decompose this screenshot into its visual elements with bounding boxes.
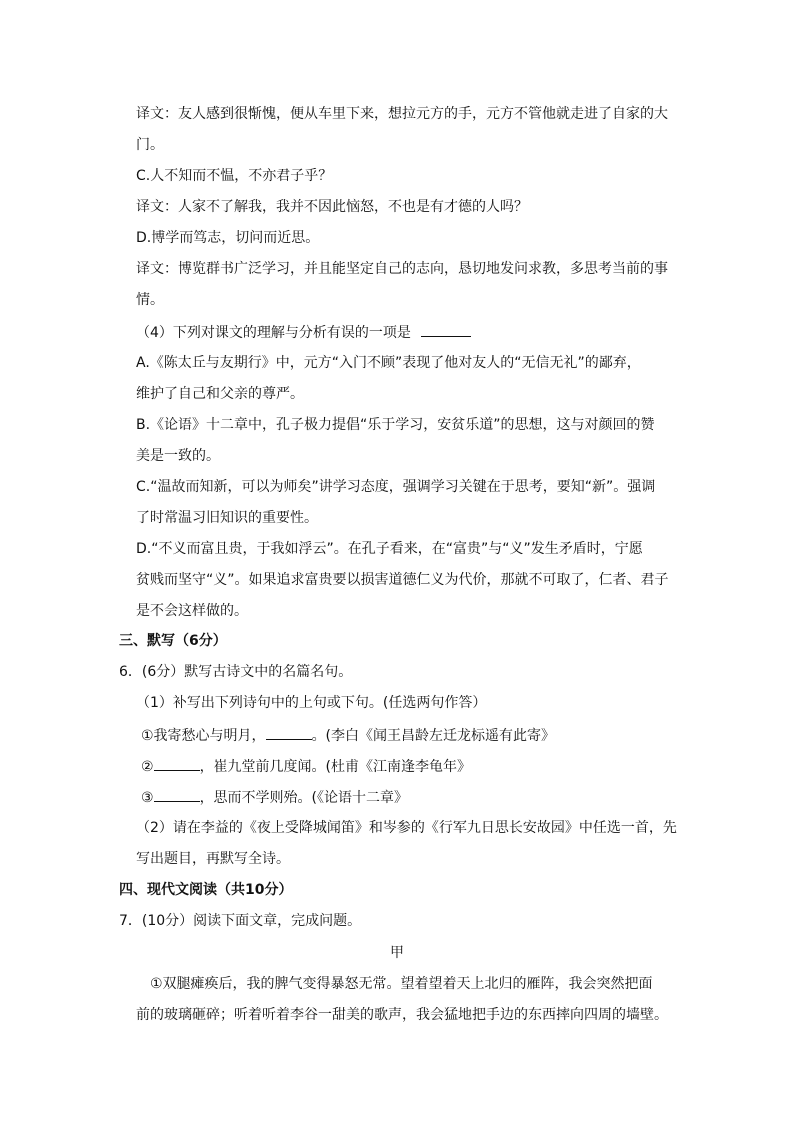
question-6-stem: 6．(6分）默写古诗文中的名篇名句。 <box>119 664 353 680</box>
q6-item-1 <box>141 725 555 746</box>
q4-option-d-line-1: D.“不义而富且贵，于我如浮云”。在孔子看来，在“富贵”与“义”发生矛盾时，宁愿 <box>136 541 643 557</box>
q6-item-2-prefix: ② <box>141 759 154 775</box>
q4-option-d-line-3: 是不会这样做的。 <box>136 603 248 619</box>
translation-d-line-1: 译文：博览群书广泛学习，并且能坚定自己的志向，恳切地发问求教，多思考当前的事 <box>136 261 668 277</box>
translation-a-line-2: 门。 <box>136 137 164 153</box>
question-4-stem <box>136 322 471 343</box>
translation-d-line-2: 情。 <box>136 292 164 308</box>
answer-blank[interactable] <box>266 725 312 740</box>
q4-option-c-line-1: C.“温故而知新，可以为师矣”讲学习态度，强调学习关键在于思考，要知“新”。强调 <box>136 479 656 495</box>
option-c: C.人不知而不愠，不亦君子乎？ <box>136 168 333 184</box>
answer-blank[interactable] <box>421 322 471 337</box>
q6-item-1-suffix: 。(李白《闻王昌龄左迁龙标遥有此寄》 <box>311 728 556 744</box>
q6-item-3 <box>141 787 408 808</box>
question-6-sub-2-line-1: （2）请在李益的《夜上受降城闻笛》和岑参的《行军九日思长安故园》中任选一首，先 <box>136 820 677 836</box>
q6-item-2-suffix: ，崔九堂前几度闻。(杜甫《江南逢李龟年》 <box>199 759 472 775</box>
q4-option-b-line-1: B.《论语》十二章中，孔子极力提倡“乐于学习，安贫乐道”的思想，这与对颜回的赞 <box>136 417 655 433</box>
translation-a-line-1: 译文：友人感到很惭愧，便从车里下来，想拉元方的手，元方不管他就走进了自家的大 <box>136 106 668 122</box>
section-3-heading: 三、默写（6分） <box>119 633 227 649</box>
q4-option-a-line-2: 维护了自己和父亲的尊严。 <box>136 386 304 402</box>
answer-blank[interactable] <box>154 756 200 771</box>
q6-item-1-prefix: ①我寄愁心与明月， <box>141 728 266 744</box>
passage-paragraph-1-line-2: 前的玻璃砸碎；听着听着李谷一甜美的歌声，我会猛地把手边的东西摔向四周的墙壁。 <box>136 1007 668 1023</box>
answer-blank[interactable] <box>154 787 200 802</box>
section-4-heading: 四、现代文阅读（共10分） <box>119 882 293 898</box>
question-4-stem-text: （4）下列对课文的理解与分析有误的一项是 <box>136 325 411 341</box>
q6-item-3-prefix: ③ <box>141 790 154 806</box>
q4-option-a-line-1: A.《陈太丘与友期行》中，元方“入门不顾”表现了他对友人的“无信无礼”的鄙弃， <box>136 355 641 371</box>
option-d: D.博学而笃志，切问而近思。 <box>136 230 320 246</box>
q4-option-d-line-2: 贫贱而坚守“义”。如果追求富贵要以损害道德仁义为代价，那就不可取了，仁者、君子 <box>136 572 669 588</box>
q4-option-b-line-2: 美是一致的。 <box>136 448 220 464</box>
q4-option-c-line-2: 了时常温习旧知识的重要性。 <box>136 510 318 526</box>
question-7-stem: 7．(10分）阅读下面文章，完成问题。 <box>119 913 362 929</box>
passage-title: 甲 <box>390 945 404 961</box>
question-6-sub-2-line-2: 写出题目，再默写全诗。 <box>136 851 290 867</box>
question-6-sub-1: （1）补写出下列诗句中的上句或下句。(任选两句作答） <box>136 695 487 711</box>
q6-item-3-suffix: ，思而不学则殆。(《论语十二章》 <box>199 790 409 806</box>
translation-c: 译文：人家不了解我，我并不因此恼怒，不也是有才德的人吗？ <box>136 199 528 215</box>
passage-paragraph-1-line-1: ①双腿瘫痪后，我的脾气变得暴怒无常。望着望着天上北归的雁阵，我会突然把面 <box>150 976 653 992</box>
q6-item-2 <box>141 756 471 777</box>
